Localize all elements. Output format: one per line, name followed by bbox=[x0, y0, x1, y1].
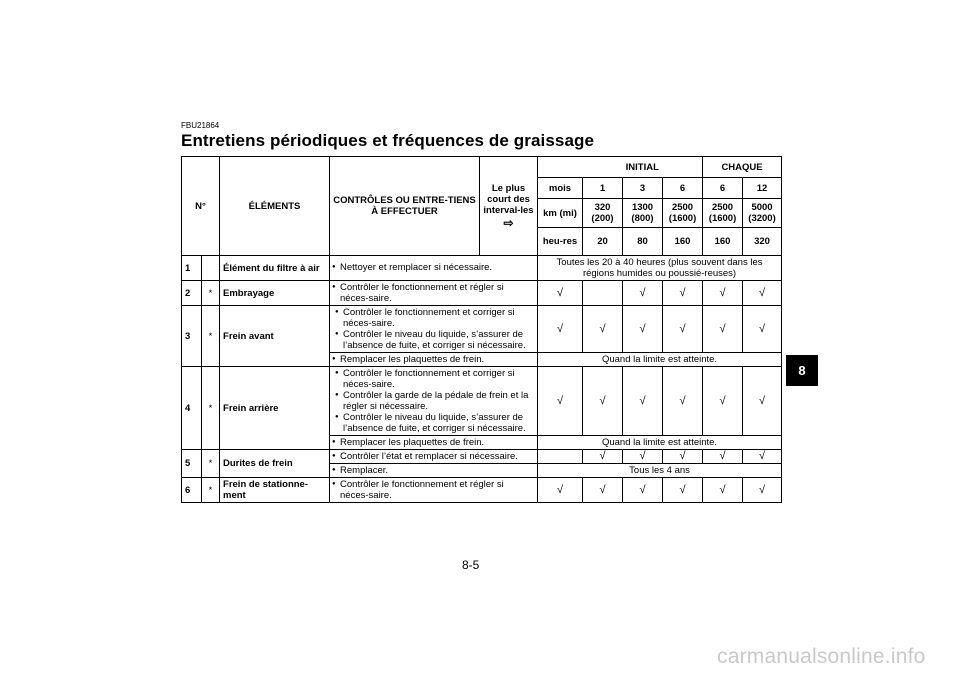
row-star bbox=[202, 256, 220, 281]
row-number: 2 bbox=[182, 281, 202, 306]
table-row bbox=[182, 256, 782, 281]
check-mark: √ bbox=[538, 478, 583, 503]
check-mark: √ bbox=[583, 306, 623, 353]
unit-label: mois bbox=[538, 178, 583, 199]
row-number: 1 bbox=[182, 256, 202, 281]
unit-value: 12 bbox=[743, 178, 782, 199]
empty-cell bbox=[538, 450, 583, 464]
check-mark: √ bbox=[743, 450, 782, 464]
row-action: ● Remplacer les plaquettes de frein. bbox=[330, 436, 538, 450]
check-mark: √ bbox=[583, 367, 623, 436]
row-action: ● Contrôler le niveau du liquide, s’assurer de l’absence de fuite, et corriger si nécessaire. bbox=[333, 329, 534, 351]
header-interval bbox=[480, 157, 538, 256]
check-mark: √ bbox=[663, 478, 703, 503]
row-element: Frein de stationne-ment bbox=[220, 478, 330, 503]
row-action: ● Nettoyer et remplacer si nécessaire. bbox=[330, 256, 538, 281]
row-number: 6 bbox=[182, 478, 202, 503]
document-code: FBU21864 bbox=[181, 121, 220, 130]
table-row bbox=[182, 306, 782, 353]
maintenance-table bbox=[181, 156, 782, 503]
check-mark: √ bbox=[583, 450, 623, 464]
row-element: Élément du filtre à air bbox=[220, 256, 330, 281]
unit-value: 160 bbox=[703, 228, 743, 256]
unit-value: 320 bbox=[743, 228, 782, 256]
row-note: Tous les 4 ans bbox=[538, 464, 782, 478]
row-element: Embrayage bbox=[220, 281, 330, 306]
row-action: ● Contrôler la garde de la pédale de frein et la régler si nécessaire. bbox=[333, 390, 534, 412]
check-mark: √ bbox=[623, 478, 663, 503]
row-actions bbox=[330, 306, 538, 353]
unit-value: 6 bbox=[703, 178, 743, 199]
row-number: 5 bbox=[182, 450, 202, 478]
page-number: 8-5 bbox=[462, 558, 480, 572]
row-element: Frein arrière bbox=[220, 367, 330, 450]
check-mark: √ bbox=[743, 478, 782, 503]
unit-label: km (mi) bbox=[538, 199, 583, 228]
row-action: ● Remplacer les plaquettes de frein. bbox=[330, 353, 538, 367]
header-elements: ÉLÉMENTS bbox=[220, 157, 330, 256]
check-mark: √ bbox=[703, 306, 743, 353]
check-mark: √ bbox=[703, 478, 743, 503]
header-interval-label: Le plus court des interval-les bbox=[483, 183, 534, 216]
check-mark: √ bbox=[538, 306, 583, 353]
row-note: Quand la limite est atteinte. bbox=[538, 436, 782, 450]
empty-cell bbox=[583, 281, 623, 306]
row-star: * bbox=[202, 478, 220, 503]
unit-value: 2500 (1600) bbox=[663, 199, 703, 228]
unit-label: heu-res bbox=[538, 228, 583, 256]
row-number: 3 bbox=[182, 306, 202, 367]
table-row bbox=[182, 367, 782, 436]
header-number: N° bbox=[182, 157, 220, 256]
row-action: ● Contrôler le niveau du liquide, s’assurer de l’absence de fuite, et corriger si nécessaire. bbox=[333, 412, 534, 434]
table-row bbox=[182, 281, 782, 306]
check-mark: √ bbox=[703, 281, 743, 306]
header-initial: INITIAL bbox=[583, 157, 703, 178]
unit-value: 3 bbox=[623, 178, 663, 199]
check-mark: √ bbox=[623, 306, 663, 353]
row-element: Frein avant bbox=[220, 306, 330, 367]
table-row bbox=[182, 450, 782, 464]
check-mark: √ bbox=[623, 450, 663, 464]
check-mark: √ bbox=[623, 367, 663, 436]
check-mark: √ bbox=[583, 478, 623, 503]
check-mark: √ bbox=[703, 450, 743, 464]
row-star: * bbox=[202, 306, 220, 367]
check-mark: √ bbox=[663, 281, 703, 306]
unit-value: 6 bbox=[663, 178, 703, 199]
row-star: * bbox=[202, 367, 220, 450]
check-mark: √ bbox=[703, 367, 743, 436]
row-action: ● Remplacer. bbox=[330, 464, 538, 478]
header-chaque: CHAQUE bbox=[703, 157, 782, 178]
unit-value: 80 bbox=[623, 228, 663, 256]
chapter-tab: 8 bbox=[786, 355, 818, 386]
unit-value: 160 bbox=[663, 228, 703, 256]
unit-value: 20 bbox=[583, 228, 623, 256]
row-note: Toutes les 20 à 40 heures (plus souvent dans les régions humides ou poussié-reuses) bbox=[538, 256, 782, 281]
check-mark: √ bbox=[743, 281, 782, 306]
check-mark: √ bbox=[663, 450, 703, 464]
header-spacer bbox=[538, 157, 583, 178]
page-title: Entretiens périodiques et fréquences de graissage bbox=[181, 131, 595, 150]
unit-value: 320 (200) bbox=[583, 199, 623, 228]
check-mark: √ bbox=[663, 306, 703, 353]
unit-value: 2500 (1600) bbox=[703, 199, 743, 228]
row-action: ● Contrôler le fonctionnement et régler si néces-saire. bbox=[330, 281, 538, 306]
check-mark: √ bbox=[538, 281, 583, 306]
check-mark: √ bbox=[743, 367, 782, 436]
row-element: Durites de frein bbox=[220, 450, 330, 478]
unit-value: 1300 (800) bbox=[623, 199, 663, 228]
row-action: ● Contrôler le fonctionnement et corriger si néces-saire. bbox=[333, 307, 534, 329]
row-number: 4 bbox=[182, 367, 202, 450]
row-note: Quand la limite est atteinte. bbox=[538, 353, 782, 367]
row-action: ● Contrôler le fonctionnement et corriger si néces-saire. bbox=[333, 368, 534, 390]
row-star: * bbox=[202, 281, 220, 306]
unit-value: 5000 (3200) bbox=[743, 199, 782, 228]
check-mark: √ bbox=[538, 367, 583, 436]
check-mark: √ bbox=[623, 281, 663, 306]
row-star: * bbox=[202, 450, 220, 478]
watermark: carmanualsonline.info bbox=[717, 645, 926, 668]
unit-value: 1 bbox=[583, 178, 623, 199]
check-mark: √ bbox=[663, 367, 703, 436]
header-controls: CONTRÔLES OU ENTRE-TIENS À EFFECTUER bbox=[330, 157, 480, 256]
table-row bbox=[182, 478, 782, 503]
row-action: ● Contrôler l’état et remplacer si nécessaire. bbox=[330, 450, 538, 464]
row-actions bbox=[330, 367, 538, 436]
arrow-right-icon: ⇨ bbox=[503, 216, 514, 230]
table-header-row bbox=[182, 157, 782, 178]
row-action: ● Contrôler le fonctionnement et régler si néces-saire. bbox=[330, 478, 538, 503]
check-mark: √ bbox=[743, 306, 782, 353]
